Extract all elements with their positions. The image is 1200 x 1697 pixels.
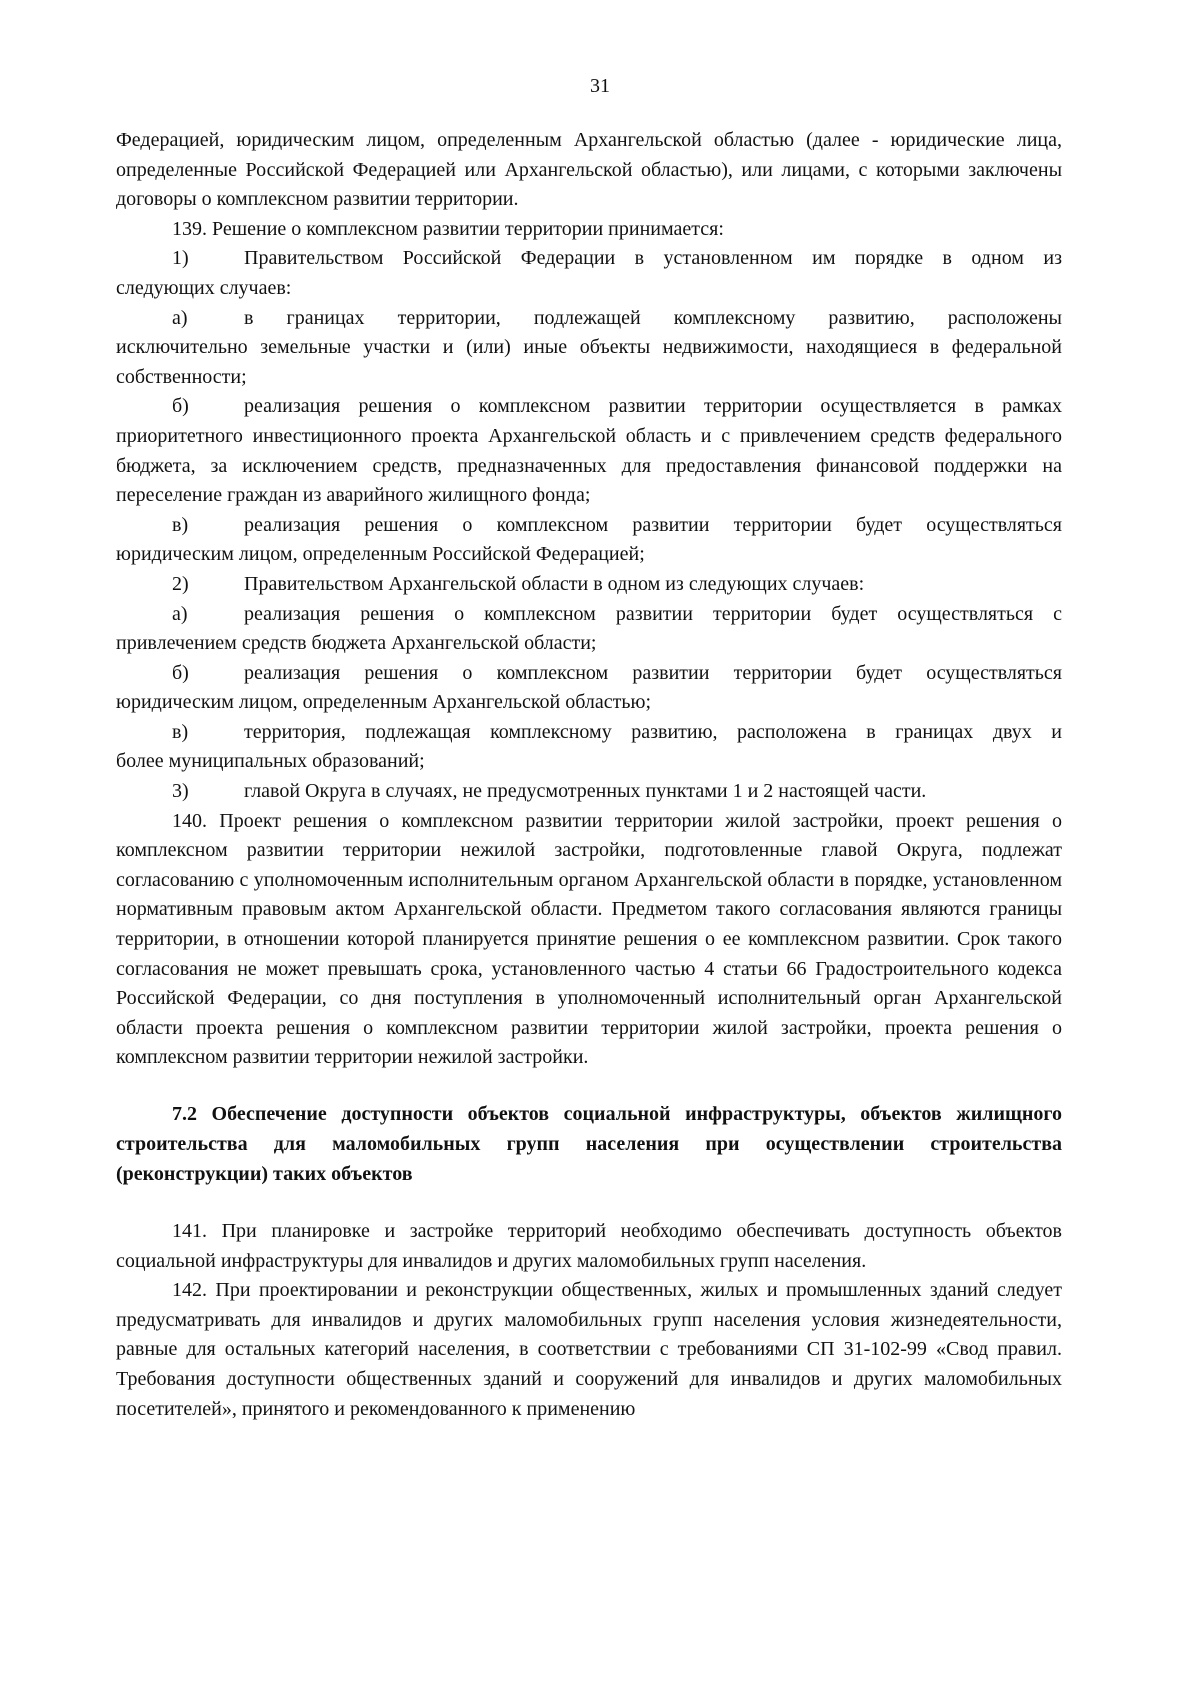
- list-item-text: главой Округа в случаях, не предусмотренных пунктами 1 и 2 настоящей части.: [244, 780, 927, 803]
- list-marker: 1): [172, 247, 189, 270]
- list-item-1a: [116, 304, 1062, 393]
- list-marker: в): [172, 720, 189, 743]
- list-item-continuation: юридическим лицом, определенным Архангельской областью;: [116, 691, 652, 714]
- list-item-1b: [116, 392, 1062, 510]
- list-item-continuation: исключительно земельные участки и (или) иные объекты недвижимости, находящиеся в федеральной собственности;: [116, 336, 1062, 388]
- list-item-1: [116, 244, 1062, 303]
- list-marker: 2): [172, 572, 189, 595]
- list-item-2b: [116, 659, 1062, 718]
- list-item-text: реализация решения о комплексном развитии территории будет осуществляться: [244, 661, 1062, 684]
- section-heading-7-2: 7.2 Обеспечение доступности объектов социальной инфраструктуры, объектов жилищного строительства для маломобильных групп населения при осуществлении строительства (реконструкции) таких объектов: [116, 1103, 1062, 1185]
- list-item-2a: [116, 600, 1062, 659]
- list-item-continuation: более муниципальных образований;: [116, 750, 425, 773]
- list-item-text: реализация решения о комплексном развитии территории осуществляется в рамках: [244, 395, 1062, 418]
- list-item-3: [172, 777, 1062, 807]
- list-item-continuation: приоритетного инвестиционного проекта Архангельской область и с привлечением средств федерального бюджета, за исключением средств, предназначенных для предоставления финансовой поддержки на переселение граждан из аварийного жилищного фонда;: [116, 424, 1062, 507]
- list-item-text: территория, подлежащая комплексному развитию, расположена в границах двух и: [244, 720, 1062, 743]
- list-marker: б): [172, 395, 189, 418]
- document-body: [116, 126, 1062, 1424]
- list-item-text: реализация решения о комплексном развитии территории будет осуществляться: [244, 513, 1062, 536]
- paragraph-140: 140. Проект решения о комплексном развитии территории жилой застройки, проект решения о комплексном развитии территории нежилой застройки, подготовленные главой Округа, подлежат согласованию с уполномоченным исполнительным органом Архангельской области в порядке, установленном нормативным правовым актом Архангельской области. Предметом такого согласования являются границы территории, в отношении которой планируется принятие решения о ее комплексном развитии. Срок такого согласования не может превышать срока, установленного частью 4 статьи 66 Градостроительного кодекса Российской Федерации, со дня поступления в уполномоченный исполнительный орган Архангельской области проекта решения о комплексном развитии территории жилой застройки, проекта решения о комплексном развитии территории нежилой застройки.: [116, 809, 1062, 1069]
- list-item-text: Правительством Архангельской области в одном из следующих случаев:: [244, 572, 865, 595]
- list-marker: а): [172, 306, 188, 329]
- list-item-text: Правительством Российской Федерации в установленном им порядке в одном из: [244, 247, 1062, 270]
- list-item-text: в границах территории, подлежащей комплексному развитию, расположены: [244, 306, 1062, 329]
- list-marker: в): [172, 513, 189, 536]
- list-item-1v: [116, 511, 1062, 570]
- list-marker: б): [172, 661, 189, 684]
- list-item-continuation: привлечением средств бюджета Архангельской области;: [116, 632, 597, 655]
- list-marker: 3): [172, 780, 189, 803]
- paragraph-139: 139. Решение о комплексном развитии территории принимается:: [172, 217, 724, 240]
- list-marker: а): [172, 602, 188, 625]
- paragraph-141: 141. При планировке и застройке территорий необходимо обеспечивать доступность объектов социальной инфраструктуры для инвалидов и других маломобильных групп населения.: [116, 1220, 1062, 1272]
- list-item-continuation: следующих случаев:: [116, 276, 292, 299]
- page-number: 31: [590, 75, 610, 97]
- paragraph-intro: Федерацией, юридическим лицом, определенным Архангельской областью (далее - юридические лица, определенные Российской Федерацией или Архангельской областью), или лицами, с которыми заключены договоры о комплексном развитии территории.: [116, 129, 1062, 211]
- list-item-text: реализация решения о комплексном развитии территории будет осуществляться с: [244, 602, 1062, 625]
- paragraph-142: 142. При проектировании и реконструкции общественных, жилых и промышленных зданий следует предусматривать для инвалидов и других маломобильных групп населения условия жизнедеятельности, равные для остальных категорий населения, в соответствии с требованиями СП 31-102-99 «Свод правил. Требования доступности общественных зданий и сооружений для инвалидов и других маломобильных посетителей», принятого и рекомендованного к применению: [116, 1279, 1062, 1420]
- list-item-continuation: юридическим лицом, определенным Российской Федерацией;: [116, 543, 645, 566]
- list-item-2: [172, 570, 1062, 600]
- list-item-2v: [116, 718, 1062, 777]
